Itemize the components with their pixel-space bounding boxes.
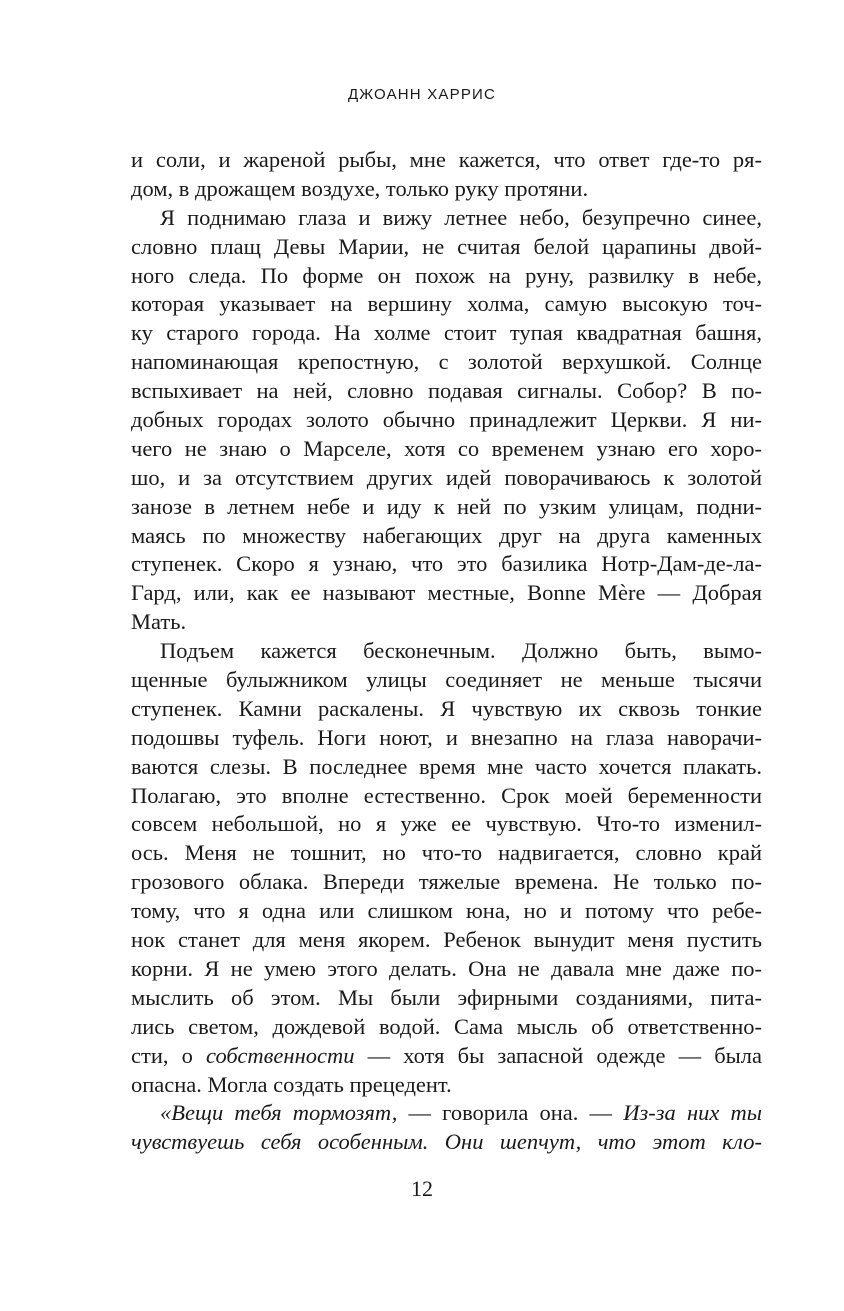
text-line: шо, и за отсутствием других идей поворачиваюсь к золотой [131,464,762,490]
text-line: Гард, или, как ее называют местные, Bonne Mère — Добрая [131,580,762,606]
italic-quote: чувствуешь себя особенным. Они шепчут, что этот кло- [131,1129,762,1155]
text-line: словно плащ Девы Марии, не считая белой царапины двой- [131,233,762,259]
text-line: ось. Меня не тошнит, но что-то надвигается, словно край [131,840,762,866]
text-line: которая указывает на вершину холма, самую высокую точ- [131,291,762,317]
text-line: Я поднимаю глаза и вижу летнее небо, безупречно синее, [160,204,762,230]
text-line: подошвы туфель. Ноги ноют, и внезапно на глаза наворачи- [131,724,762,750]
text-line [131,1099,762,1128]
text-segment: — говорила она. — [397,1100,624,1126]
text-line: тому, что я одна или слишком юна, но и потому что ребе- [131,898,762,924]
text-line: ступенек. Скоро я узнаю, что это базилика Нотр-Дам-де-ла- [131,551,762,577]
text-line: Подъем кажется бесконечным. Должно быть, вымо- [160,638,762,664]
text-line: ступенек. Камни раскалены. Я чувствую их сквозь тонкие [131,695,762,721]
body-text [131,146,762,1157]
text-line: нок станет для меня якорем. Ребенок вынудит меня пустить [131,927,762,953]
italic-quote: «Вещи тебя тормозят, [160,1100,398,1126]
text-line: Полагаю, это вполне естественно. Срок моей беременности [131,782,762,808]
text-line: Мать. [131,609,187,635]
running-header: ДЖОАНН ХАРРИС [347,86,497,103]
text-line: опасна. Могла создать прецедент. [131,1071,452,1097]
text-line: мыслить об этом. Мы были эфирными созданиями, пита- [131,984,762,1010]
text-segment: сти, о [131,1042,207,1068]
text-line: грозового облака. Впереди тяжелые времена. Не только по- [131,869,762,895]
text-line: занозе в летнем небе и иду к ней по узким улицам, подни- [131,493,762,519]
text-line: совсем небольшой, но я уже ее чувствую. Что-то изменил- [131,811,762,837]
text-line: ваются слезы. В последнее время мне часто хочется плакать. [131,753,762,779]
italic-quote: Из-за них ты [623,1100,763,1126]
italic-emphasis: собственности [206,1042,355,1068]
text-line [131,1128,762,1157]
text-line: маясь по множеству набегающих друг на друга каменных [131,522,762,548]
text-line: корни. Я не умею этого делать. Она не давала мне даже по- [131,955,762,981]
text-line: дом, в дрожащем воздухе, только руку протяни. [131,175,589,201]
text-line: напоминающая крепостную, с золотой верхушкой. Солнце [131,349,762,375]
text-line: чего не знаю о Марселе, хотя со временем узнаю его хоро- [131,435,762,461]
text-line: и соли, и жареной рыбы, мне кажется, что ответ где-то ря- [131,147,762,172]
page-number: 12 [411,1176,433,1201]
text-line: лись светом, дождевой водой. Сама мысль об ответственно- [131,1013,762,1039]
text-line [131,1042,762,1071]
text-line: добных городах золото обычно принадлежит Церкви. Я ни- [131,407,762,433]
text-segment: — хотя бы запасной одежде — была [354,1042,762,1068]
text-line: щенные булыжником улицы соединяет не меньше тысячи [131,667,762,693]
text-line: ного следа. По форме он похож на руну, развилку в небе, [131,262,762,288]
text-line: ку старого города. На холме стоит тупая квадратная башня, [131,320,762,346]
text-line: вспыхивает на ней, словно подавая сигналы. Собор? В по- [131,378,762,404]
